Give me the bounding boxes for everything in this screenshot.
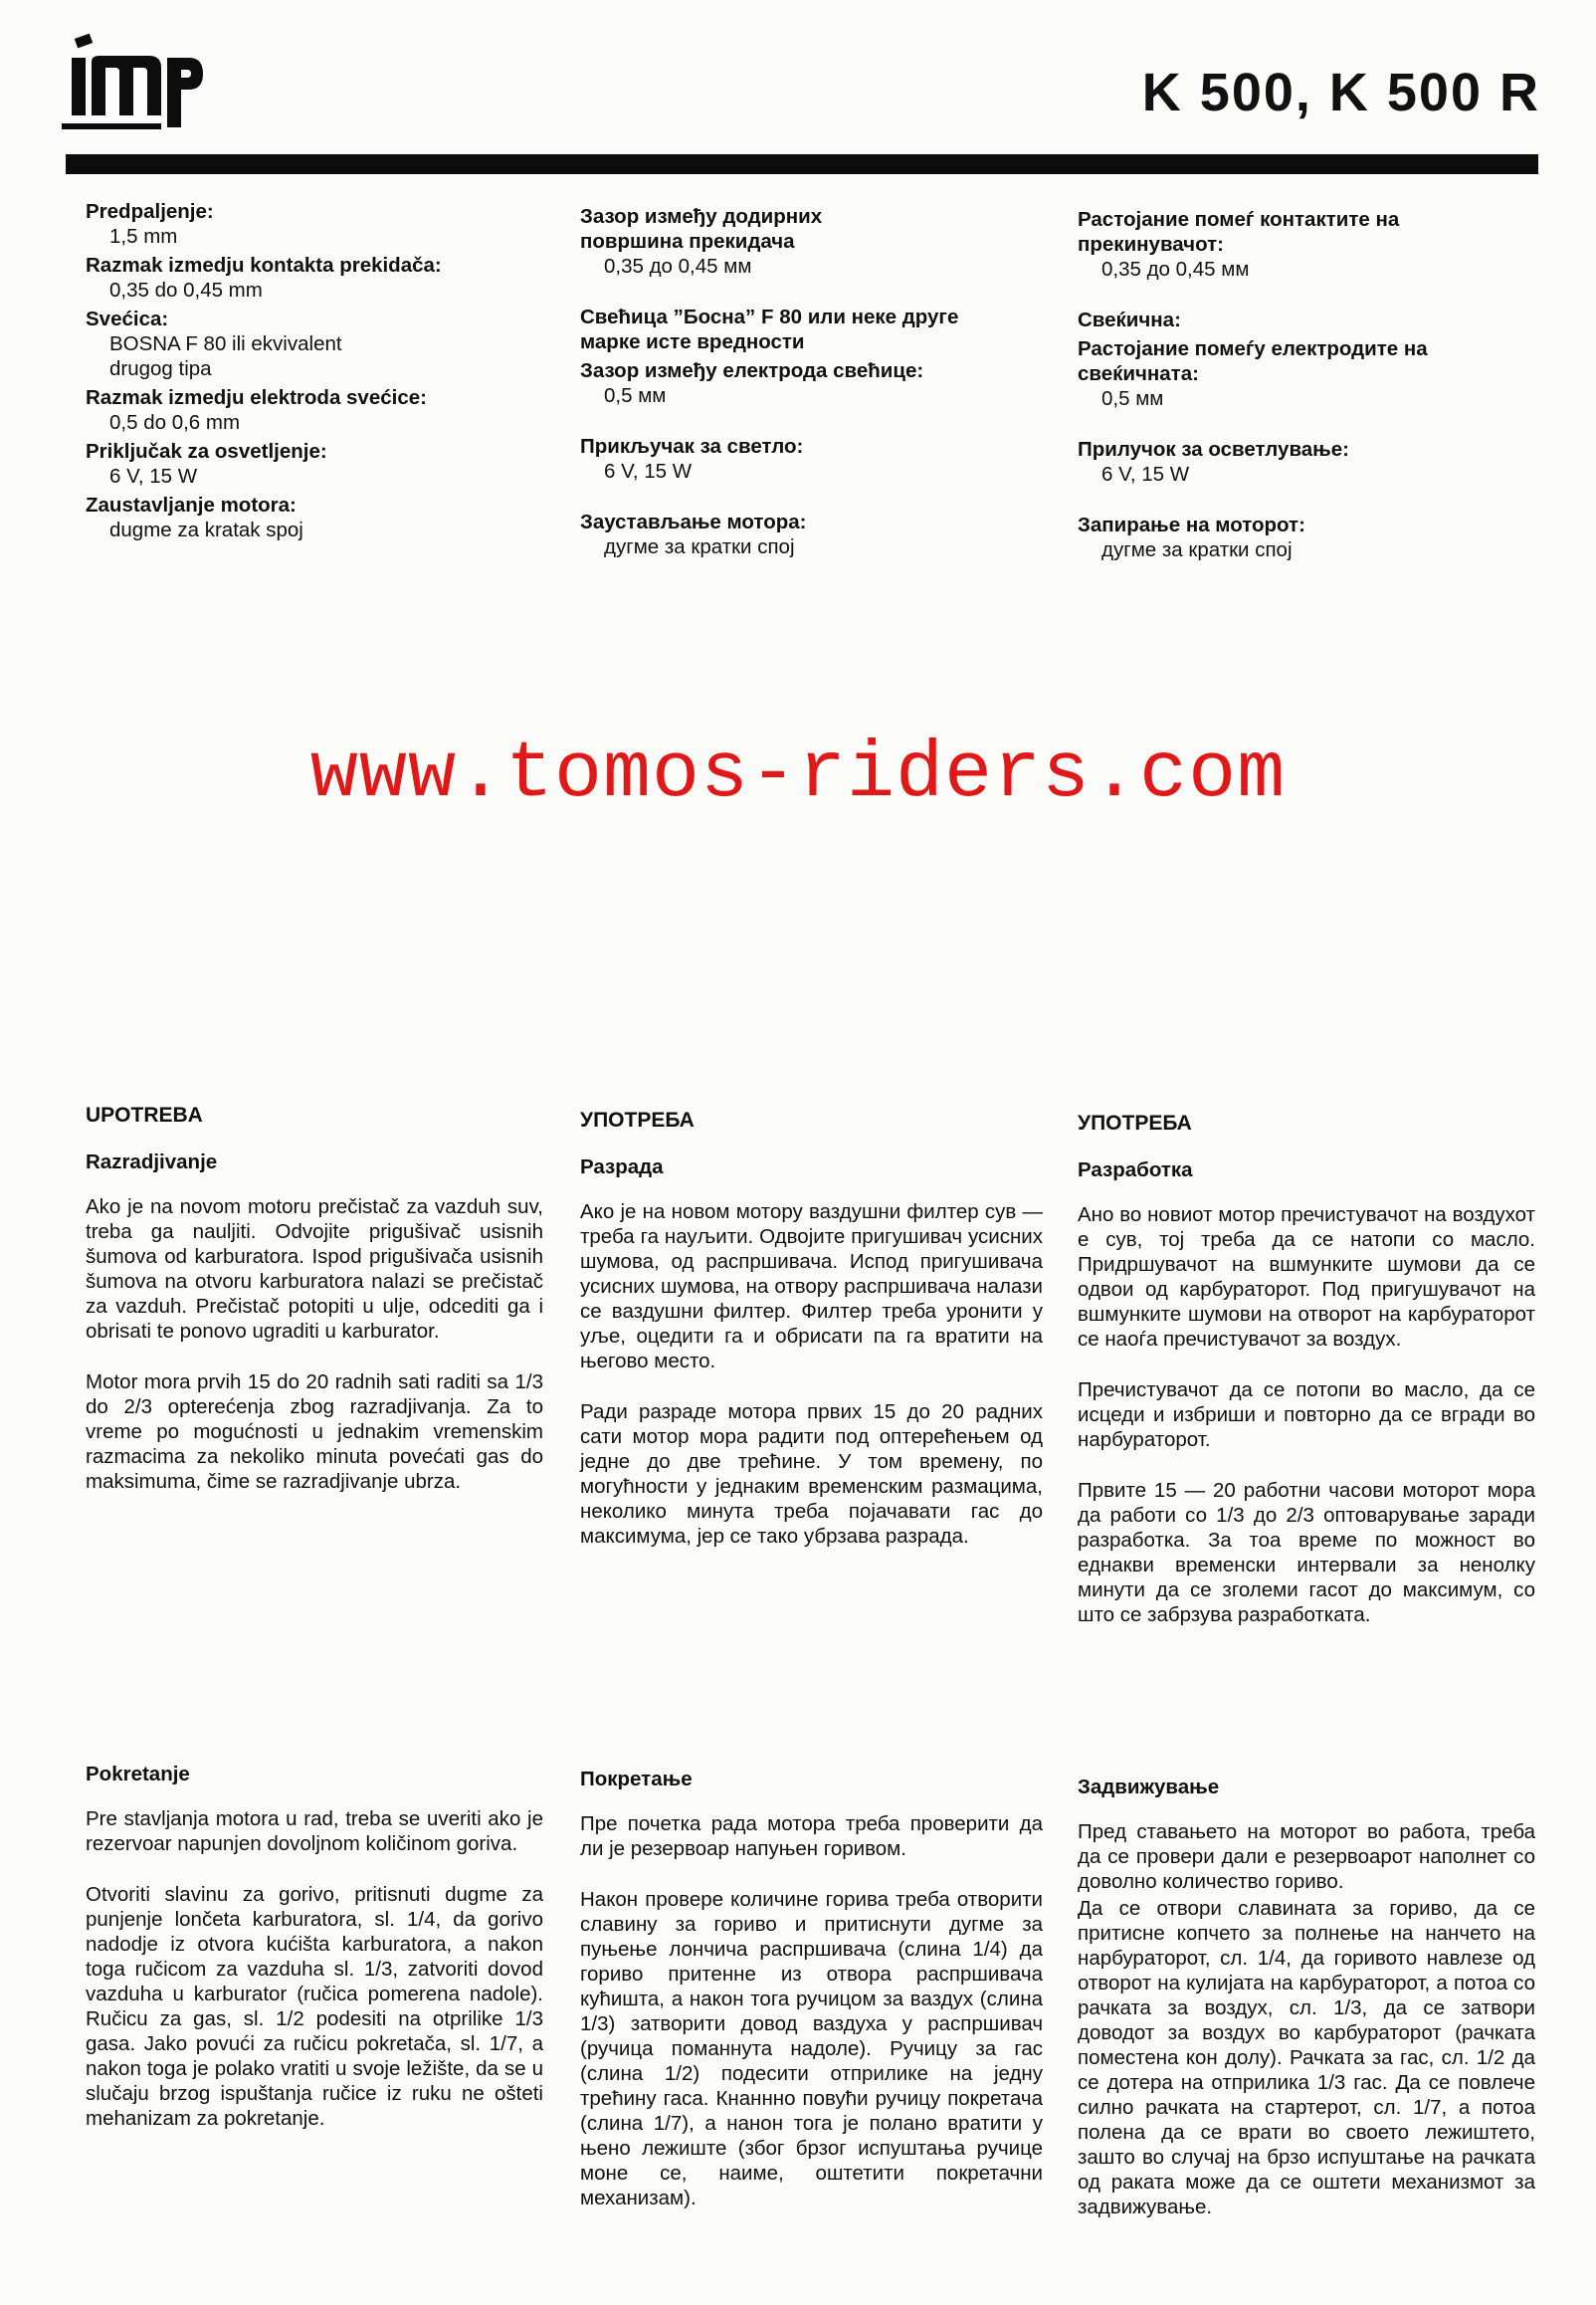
spec-label: Svećica:	[86, 308, 169, 330]
spec-item	[1078, 437, 1535, 487]
spec-label: Priključak za osvetljenje:	[86, 440, 327, 463]
spec-label: Растојание помеѓу електродите на свеќичната:	[1078, 337, 1428, 385]
spec-value: 0,35 do 0,45 mm	[109, 279, 263, 302]
spec-label: Predpaljenje:	[86, 200, 214, 223]
spec-item	[1078, 207, 1535, 282]
spec-item	[86, 253, 543, 303]
spec-item	[580, 510, 1043, 559]
spec-label: Прикључак за светло:	[580, 435, 804, 458]
spec-value: 0,5 мм	[604, 384, 667, 407]
spec-item	[86, 385, 543, 435]
spec-value: дугме за кратки спој	[1101, 538, 1293, 561]
specs-macedonian	[1078, 207, 1535, 566]
spec-item	[1078, 308, 1535, 332]
spec-item	[1078, 336, 1535, 411]
spec-label: Razmak izmedju kontakta prekidača:	[86, 254, 442, 277]
spec-value: 0,35 до 0,45 мм	[1101, 258, 1250, 281]
paragraph: Пре почетка рада мотора треба проверити да ли је резервоар напуњен горивом.	[580, 1812, 1043, 1860]
spec-item	[86, 439, 543, 489]
spec-label: Свеќична:	[1078, 309, 1181, 331]
spec-item	[580, 358, 1043, 408]
website-watermark: www.tomos-riders.com	[309, 730, 1287, 820]
paragraph: Pre stavljanja motora u rad, treba se uveriti ako je rezervoar napunjen dovoljnom količinom goriva.	[86, 1807, 543, 1855]
paragraph: Пред ставањето на моторот во работа, треба да се провери дали е резервоарот наполнет со доволно количество гориво.	[1078, 1820, 1535, 1893]
spec-label: Razmak izmedju elektroda svećice:	[86, 386, 427, 409]
specs-latin	[86, 199, 543, 546]
section-title: УПОТРЕБА	[1078, 1112, 1192, 1135]
section-title: УПОТРЕБА	[580, 1109, 695, 1132]
usage-macedonian	[1078, 1111, 1535, 1653]
spec-value: 6 V, 15 W	[1101, 463, 1190, 486]
specs-serbian	[580, 204, 1043, 563]
spec-item	[1078, 513, 1535, 562]
imp-logo	[58, 28, 207, 137]
section-subtitle: Razradjivanje	[86, 1151, 218, 1173]
start-macedonian	[1078, 1775, 1535, 2245]
spec-label: Zaustavljanje motora:	[86, 494, 297, 517]
spec-value: dugme za kratak spoj	[109, 519, 303, 541]
usage-latin	[86, 1103, 543, 1520]
spec-value: 6 V, 15 W	[604, 460, 693, 483]
section-subtitle: Задвижување	[1078, 1776, 1220, 1798]
paragraph: Да се отвори славината за гориво, да се притисне копчето за полнење на нанчето на нарбураторот, сл. 1/4, да горивото навлезе од отворот на кулијата на карбураторот, а потоа со рачката за воздух, сл. 1/3, да се затвори доводот за воздух во карбураторот (рачката поместена кон долу). Рачката за гас, сл. 1/2 да се дотера на отприлика 1/3 гас. Да се повлече силно рачката на стартерот, сл. 1/7, а потоа полена да се врати во своето лежиштето, зашто во случај на брзо испуштање на рачката од раката може да се оштети механизмот за задвижување.	[1078, 1897, 1535, 2218]
section-subtitle: Разрада	[580, 1155, 664, 1178]
usage-serbian	[580, 1108, 1043, 1574]
spec-value: дугме за кратки спој	[604, 535, 795, 558]
section-subtitle: Pokretanje	[86, 1763, 190, 1785]
paragraph: Првите 15 — 20 работни часови моторот мора да работи со 1/3 до 2/3 оптоварување заради разработка. За тоа време по можност во еднакви временски интервали за ненолку минути да се зголеми гасот до максимум, со што се забрзува разработката.	[1078, 1479, 1535, 1626]
spec-item	[580, 434, 1043, 484]
spec-label: Запирање на моторот:	[1078, 514, 1305, 536]
paragraph: Ано во новиот мотор пречистувачот на воздухот е сув, тој треба да се натопи со масло. Придршувачот на вшмунките шумови да се одвои од карбураторот. Под пригушувачот на вшмунките шумови на отворот на карбураторот се наоѓа пречистувачот за воздух.	[1078, 1203, 1535, 1351]
spec-item	[580, 204, 889, 279]
spec-value: 0,5 do 0,6 mm	[109, 411, 241, 434]
spec-value: 6 V, 15 W	[109, 465, 198, 488]
spec-label: Зазор између додирних површина прекидача	[580, 205, 823, 253]
spec-label: Растојание помеѓ контактите на прекинувачот:	[1078, 208, 1400, 256]
model-title: K 500, K 500 R	[1141, 63, 1540, 122]
section-subtitle: Разработка	[1078, 1158, 1193, 1181]
spec-item	[86, 307, 543, 381]
section-subtitle: Покретање	[580, 1768, 693, 1790]
paragraph: Motor mora prvih 15 do 20 radnih sati raditi sa 1/3 do 2/3 opterećenja zbog razradjivanja. Za to vreme po mogućnosti u jednakim vremenskim razmacima za nekoliko minuta povećati gas do maksimuma, čime se razradjivanje ubrza.	[86, 1370, 543, 1493]
paragraph: Након провере количине горива треба отворити славину за гориво и притиснути дугме за пуњење лончича распршивача (слина 1/4) да гориво притенне из отвора распршивача кућишта, а након тога ручицом за ваздух (слина 1/3) затворити довод ваздуха у распршивач (ручица поманнута надоле). Ручицу за гас (слина 1/2) подесити отприлике на једну трећину гаса. Кнаннно повући ручицу покретача (слина 1/7), а нанон тога је полано вратити у њено лежиште (због брзог испуштања ручице моне се, наиме, оштетити покретачни механизам).	[580, 1888, 1043, 2209]
paragraph: Otvoriti slavinu za gorivo, pritisnuti dugme za punjenje lončeta karburatora, sl. 1/4, da gorivo nadodje iz otvora kućišta karburatora, a nakon toga ručicom za vazduha sl. 1/3, zatvoriti dovod vazduha u karburator (ručica pomerena nadole). Ručicu za gas, sl. 1/2 podesiti na otprilike 1/3 gasa. Jako povući za ručicu pokretača, sl. 1/7, a nakon toga je polako vratiti u svoje ležište, da se u slučaju brzog ispuštanja ručice iz ruku ne ošteti mehanizam za pokretanje.	[86, 1883, 543, 2130]
paragraph: Ако је на новом мотору ваздушни филтер сув — треба га науљити. Одвојите пригушивач усисних шумова, од распршивача. Испод пригушивача усисних шумова, на отвору распршивача налази се ваздушни филтер. Филтер треба уронити у уље, оцедити га и обрисати па га вратити на његово место.	[580, 1200, 1043, 1372]
spec-label: Заустављање мотора:	[580, 511, 807, 533]
paragraph: Пречистувачот да се потопи во масло, да се исцеди и избриши и повторно да се вгради во нарбураторот.	[1078, 1378, 1535, 1451]
start-latin	[86, 1762, 543, 2157]
spec-label: Зазор између електрода свећице:	[580, 359, 924, 382]
logo-text: imp	[58, 28, 60, 29]
spec-value: 1,5 mm	[109, 225, 178, 248]
spec-item	[86, 199, 543, 249]
paragraph: Ради разраде мотора првих 15 до 20 радних сати мотор мора радити под оптерећењем од једне до две трећине. У том времену, по могућности у једнаким временским размацима, неколико минута треба појачавати гас до максимума, јер се тако убрзава разрада.	[580, 1400, 1043, 1548]
spec-label: Свећица ”Босна” F 80 или неке друге марке исте вредности	[580, 306, 959, 353]
section-title: UPOTREBA	[86, 1104, 203, 1127]
paragraph: Ako je na novom motoru prečistač za vazduh suv, treba ga nauljiti. Odvojite prigušivač usisnih šumova od karburatora. Ispod prigušivača usisnih šumova na otvoru karburatora nalazi se prečistač za vazduh. Prečistač potopiti u ulje, odcediti ga i obrisati te ponovo ugraditi u karburator.	[86, 1195, 543, 1343]
header-rule	[66, 154, 1538, 174]
start-serbian	[580, 1767, 1043, 2236]
spec-label: Прилучок за осветлување:	[1078, 438, 1349, 461]
spec-value: BOSNA F 80 ili ekvivalent drugog tipa	[109, 332, 342, 380]
spec-item	[580, 305, 968, 354]
spec-value: 0,5 мм	[1101, 387, 1164, 410]
spec-value: 0,35 до 0,45 мм	[604, 255, 752, 278]
spec-item	[86, 493, 543, 542]
